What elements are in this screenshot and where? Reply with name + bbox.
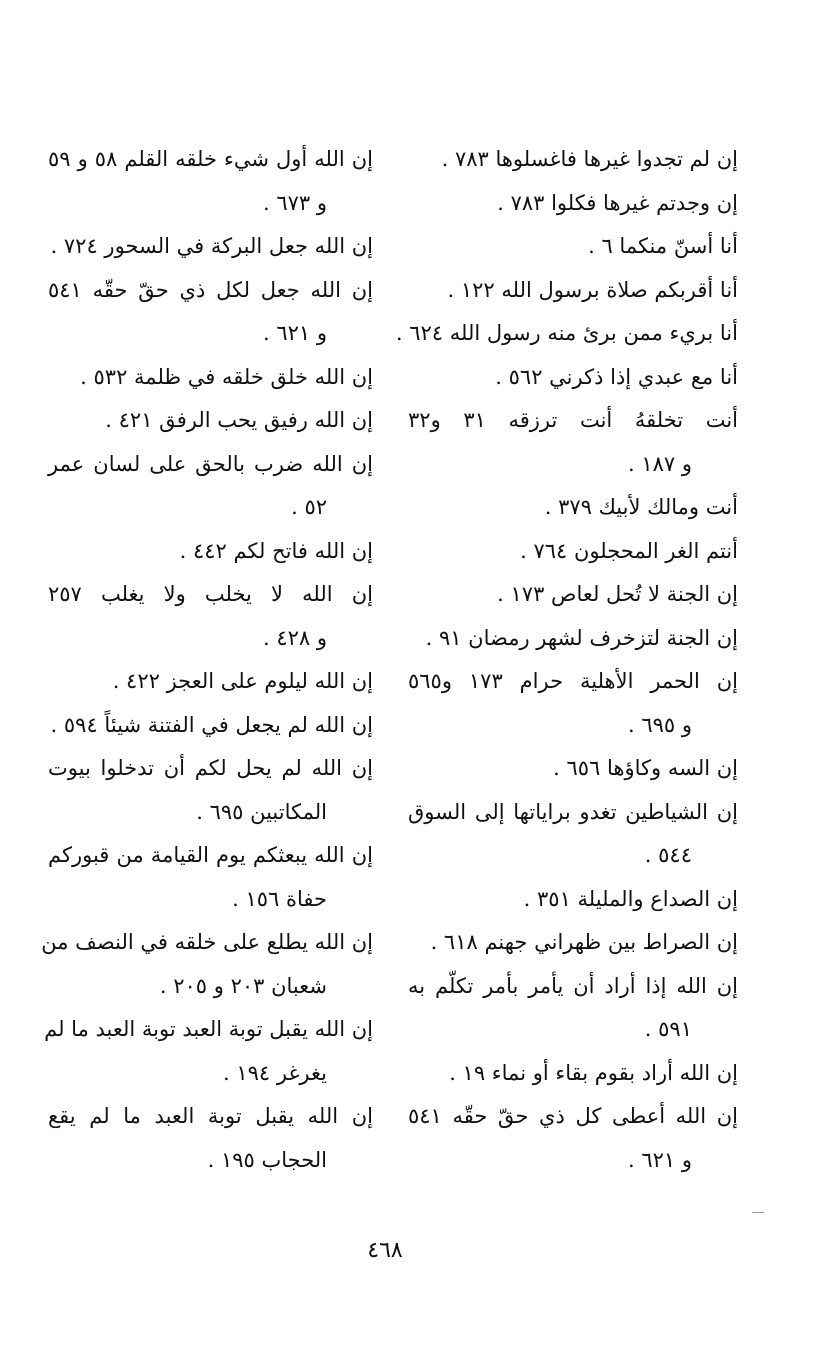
index-entry (408, 356, 738, 400)
entry-line: أنا أقربكم صلاة برسول الله ١٢٢ . (447, 277, 738, 302)
index-entry (41, 921, 373, 1008)
entry-continuation-line: الحجاب ١٩٥ . (207, 1147, 327, 1172)
index-entry (44, 1008, 373, 1095)
entry-line: أنتم الغر المحجلون ٧٦٤ . (520, 538, 738, 563)
index-entry (408, 269, 738, 313)
entry-continuation-line: المكاتبين ٦٩٥ . (196, 799, 327, 824)
index-entry (408, 921, 738, 965)
index-entry (408, 138, 738, 182)
entry-line: إن الصراط بين ظهراني جهنم ٦١٨ . (430, 930, 738, 954)
entry-line: إن الله جعل لكل ذي حقّ حقّه ٥٤١ (48, 277, 373, 302)
entry-line: إن الله يقبل توبة العبد توبة العبد ما لم (44, 1017, 373, 1041)
index-entry (48, 747, 373, 834)
entry-line: إن الله لم يحل لكم أن تدخلوا بيوت (48, 756, 373, 780)
index-entry (48, 834, 373, 921)
entry-continuation-line: حفاة ١٥٦ . (232, 886, 327, 911)
index-entry (408, 225, 738, 269)
index-entry (48, 138, 373, 225)
entry-continuation-line: يغرغر ١٩٤ . (222, 1060, 327, 1085)
entry-line: إن الحمر الأهلية حرام ١٧٣ و٥٦٥ (408, 669, 738, 693)
index-entry (408, 660, 738, 747)
entry-continuation-line: و ٤٢٨ . (262, 625, 327, 650)
index-entry (48, 356, 373, 400)
index-entry (48, 269, 373, 356)
entry-line: أنا مع عبدي إذا ذكرني ٥٦٢ . (495, 364, 738, 389)
margin-mark (752, 1212, 764, 1213)
entry-line: إن الله لم يجعل في الفتنة شيئاً ٥٩٤ . (50, 712, 373, 737)
entry-line: إن الله يبعثكم يوم القيامة من قبوركم (48, 843, 373, 867)
index-entry (48, 573, 373, 660)
entry-continuation-line: و ٦٧٣ . (262, 190, 327, 215)
index-column-left (41, 138, 373, 1182)
index-entry (408, 573, 738, 617)
entry-line: إن الله رفيق يحب الرفق ٤٢١ . (105, 408, 373, 432)
index-entry (408, 182, 738, 226)
entry-continuation-line: و ١٨٧ . (627, 451, 692, 476)
entry-continuation-line: و ٦٩٥ . (627, 712, 692, 737)
index-entry (408, 791, 738, 878)
index-entry (48, 443, 373, 530)
entry-line: إن الله لا يخلب ولا يغلب ٢٥٧ (48, 582, 373, 606)
entry-line: أنت ومالك لأبيك ٣٧٩ . (544, 495, 738, 519)
entry-line: أنا أسنّ منكما ٦ . (588, 234, 738, 258)
index-entry (48, 1095, 373, 1182)
index-column-right (395, 138, 738, 1182)
index-entry (408, 965, 738, 1052)
entry-line: أنا بريء ممن برئ منه رسول الله ٦٢٤ . (395, 321, 738, 345)
entry-line: إن الله أعطى كل ذي حقّ حقّه ٥٤١ (408, 1104, 738, 1128)
entry-continuation-line: و ٦٢١ . (262, 321, 327, 345)
entry-continuation-line: و ٦٢١ . (627, 1147, 692, 1172)
entry-line: إن الجنة لا تُحل لعاص ١٧٣ . (497, 582, 738, 606)
entry-line: إن الله جعل البركة في السحور ٧٢٤ . (50, 234, 373, 258)
index-entry (48, 530, 373, 574)
entry-line: إن الله فاتح لكم ٤٤٢ . (179, 538, 373, 563)
entry-continuation-line: ٥٤٤ . (644, 843, 692, 867)
entry-line: إن وجدتم غيرها فكلوا ٧٨٣ . (497, 190, 738, 215)
entry-line: إن الجنة لتزخرف لشهر رمضان ٩١ . (425, 625, 738, 650)
entry-line: إن الصداع والمليلة ٣٥١ . (523, 886, 738, 911)
entry-line: إن الله ليلوم على العجز ٤٢٢ . (112, 669, 373, 693)
entry-continuation-line: ٥٢ . (291, 495, 327, 519)
index-entry (48, 225, 373, 269)
entry-line: إن الله أراد بقوم بقاء أو نماء ١٩ . (449, 1060, 738, 1085)
index-entry (408, 617, 738, 661)
entry-line: إن الله ضرب بالحق على لسان عمر (48, 451, 373, 476)
index-entry (48, 704, 373, 748)
page-number: ٤٦٨ (367, 1238, 403, 1263)
entry-line: إن الله يقبل توبة العبد ما لم يقع (48, 1104, 373, 1128)
entry-line: إن الله يطلع على خلقه في النصف من (41, 930, 373, 954)
entry-continuation-line: ٥٩١ . (644, 1017, 692, 1041)
index-entry (48, 660, 373, 704)
index-entry (408, 747, 738, 791)
entry-line: إن السه وكاؤها ٦٥٦ . (553, 756, 738, 780)
index-entry (408, 486, 738, 530)
index-entry (408, 1052, 738, 1096)
entry-line: إن الشياطين تغدو براياتها إلى السوق (408, 799, 738, 824)
entry-line: إن الله أول شيء خلقه القلم ٥٨ و ٥٩ (48, 147, 373, 171)
entry-continuation-line: شعبان ٢٠٣ و ٢٠٥ . (159, 973, 327, 998)
entry-line: إن لم تجدوا غيرها فاغسلوها ٧٨٣ . (441, 147, 738, 171)
index-entry (408, 530, 738, 574)
entry-line: إن الله خلق خلقه في ظلمة ٥٣٢ . (80, 364, 373, 389)
entry-line: أنت تخلقهُ أنت ترزقه ٣١ و٣٢ (408, 408, 738, 432)
index-entry (408, 399, 738, 486)
index-entry (408, 878, 738, 922)
index-entry (408, 1095, 738, 1182)
index-entry (395, 312, 738, 356)
entry-line: إن الله إذا أراد أن يأمر بأمر تكلّم به (408, 973, 738, 998)
index-entry (48, 399, 373, 443)
